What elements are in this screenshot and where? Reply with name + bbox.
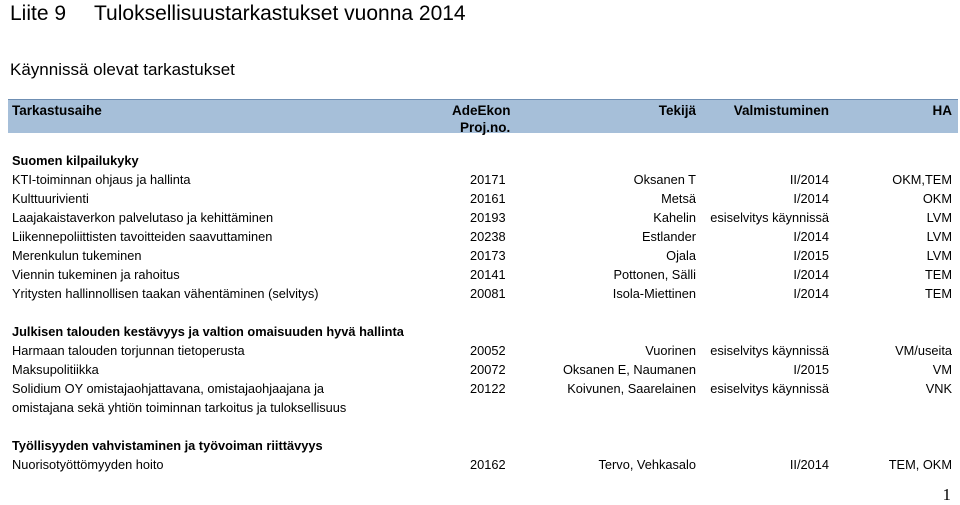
cell-project: 20122 — [470, 381, 506, 396]
cell-author: Estlander — [641, 229, 696, 244]
header-project-line1: AdeEkon — [452, 103, 511, 118]
table-row — [0, 208, 960, 227]
cell-author: Isola-Miettinen — [612, 286, 696, 301]
cell-topic: Harmaan talouden torjunnan tietoperusta — [12, 343, 245, 358]
cell-completion: I/2014 — [793, 229, 829, 244]
group-title: Työllisyyden vahvistaminen ja työvoiman riittävyys — [12, 438, 323, 453]
cell-ministry: LVM — [926, 210, 952, 225]
cell-completion: I/2014 — [793, 191, 829, 206]
header-topic: Tarkastusaihe — [12, 103, 102, 118]
cell-topic: KTI-toiminnan ohjaus ja hallinta — [12, 172, 191, 187]
cell-author: Kahelin — [653, 210, 696, 225]
cell-ministry: VNK — [925, 381, 952, 396]
cell-topic: Nuorisotyöttömyyden hoito — [12, 457, 164, 472]
cell-ministry: OKM,TEM — [892, 172, 952, 187]
cell-ministry: LVM — [926, 248, 952, 263]
cell-ministry: OKM — [922, 191, 952, 206]
cell-ministry: TEM — [924, 267, 952, 282]
cell-project: 20081 — [470, 286, 506, 301]
page-title — [10, 2, 466, 26]
cell-ministry: VM/useita — [895, 343, 952, 358]
cell-topic: Solidium OY omistajaohjattavana, omistajaohjaajana ja — [12, 381, 325, 396]
cell-author: Tervo, Vehkasalo — [598, 457, 696, 472]
table-row — [0, 341, 960, 360]
table-row-continuation — [0, 398, 960, 417]
cell-author: Oksanen T — [633, 172, 696, 187]
table-row — [0, 246, 960, 265]
cell-topic: Laajakaistaverkon palvelutaso ja kehittäminen — [12, 210, 274, 225]
group-title-row — [0, 436, 960, 455]
header-project-line2: Proj.no. — [460, 120, 511, 135]
cell-project: 20193 — [470, 210, 506, 225]
cell-topic: Viennin tukeminen ja rahoitus — [12, 267, 180, 282]
table-row — [0, 455, 960, 474]
cell-project: 20161 — [470, 191, 506, 206]
cell-topic: Merenkulun tukeminen — [12, 248, 142, 263]
table-header — [8, 99, 958, 133]
cell-author: Vuorinen — [645, 343, 696, 358]
cell-completion: II/2014 — [789, 457, 829, 472]
cell-completion: esiselvitys käynnissä — [710, 210, 829, 225]
appendix-title: Tuloksellisuustarkastukset vuonna 2014 — [94, 2, 466, 25]
table-row — [0, 170, 960, 189]
table-row — [0, 227, 960, 246]
cell-topic: Maksupolitiikka — [12, 362, 99, 377]
cell-completion: II/2014 — [789, 172, 829, 187]
section-subtitle: Käynnissä olevat tarkastukset — [10, 60, 235, 79]
group-title: Julkisen talouden kestävyys ja valtion omaisuuden hyvä hallinta — [12, 324, 404, 339]
cell-project: 20238 — [470, 229, 506, 244]
cell-topic: Yritysten hallinnollisen taakan vähentäminen (selvitys) — [12, 286, 319, 301]
cell-ministry: LVM — [926, 229, 952, 244]
cell-completion: esiselvitys käynnissä — [710, 381, 829, 396]
cell-author: Koivunen, Saarelainen — [567, 381, 696, 396]
cell-project: 20052 — [470, 343, 506, 358]
cell-author: Metsä — [661, 191, 696, 206]
cell-completion: I/2014 — [793, 286, 829, 301]
group-title: Suomen kilpailukyky — [12, 153, 139, 168]
cell-topic-line2: omistajana sekä yhtiön toiminnan tarkoitus ja tuloksellisuus — [12, 400, 347, 415]
table-row — [0, 360, 960, 379]
header-ministry: HA — [932, 103, 952, 118]
cell-completion: I/2015 — [793, 362, 829, 377]
cell-topic: Kulttuurivienti — [12, 191, 89, 206]
cell-topic: Liikennepoliittisten tavoitteiden saavuttaminen — [12, 229, 273, 244]
page-number: 1 — [942, 485, 951, 504]
group-title-row — [0, 151, 960, 170]
table-row — [0, 284, 960, 303]
cell-ministry: TEM — [924, 286, 952, 301]
cell-completion: esiselvitys käynnissä — [710, 343, 829, 358]
cell-ministry: TEM, OKM — [888, 457, 952, 472]
cell-author: Pottonen, Sälli — [613, 267, 696, 282]
cell-author: Oksanen E, Naumanen — [562, 362, 696, 377]
cell-project: 20173 — [470, 248, 506, 263]
group-title-row — [0, 322, 960, 341]
cell-completion: I/2014 — [793, 267, 829, 282]
header-completion: Valmistuminen — [733, 103, 829, 118]
cell-ministry: VM — [932, 362, 952, 377]
header-author: Tekijä — [658, 103, 696, 118]
table-row — [0, 189, 960, 208]
cell-author: Ojala — [666, 248, 696, 263]
cell-completion: I/2015 — [793, 248, 829, 263]
cell-project: 20171 — [470, 172, 506, 187]
appendix-label: Liite 9 — [10, 2, 67, 25]
cell-project: 20141 — [470, 267, 506, 282]
table-row — [0, 265, 960, 284]
cell-project: 20162 — [470, 457, 506, 472]
cell-project: 20072 — [470, 362, 506, 377]
table-row — [0, 379, 960, 398]
